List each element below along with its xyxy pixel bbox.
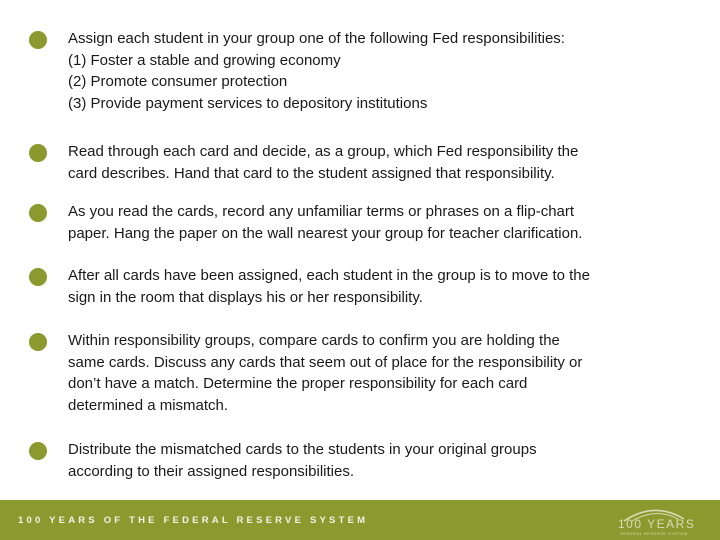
- bullet-icon: [29, 31, 47, 49]
- bullet-icon: [29, 268, 47, 286]
- footer-bar: [0, 500, 720, 540]
- instruction-text: [68, 141, 708, 184]
- centennial-logo: [612, 503, 696, 537]
- instruction-line: paper. Hang the paper on the wall nearest your group for teacher clarification.: [68, 224, 583, 242]
- instruction-text: [68, 265, 708, 308]
- instruction-line: card describes. Hand that card to the student assigned that responsibility.: [68, 164, 555, 182]
- bullet-icon: [29, 442, 47, 460]
- instruction-line: (3) Provide payment services to depository institutions: [68, 94, 428, 112]
- instruction-line: same cards. Discuss any cards that seem out of place for the responsibility or: [68, 353, 583, 371]
- bullet-icon: [29, 333, 47, 351]
- footer-tagline: 100 YEARS OF THE FEDERAL RESERVE SYSTEM: [18, 515, 369, 526]
- instruction-line: (1) Foster a stable and growing economy: [68, 51, 341, 69]
- bullet-icon: [29, 144, 47, 162]
- instruction-line: determined a mismatch.: [68, 396, 229, 414]
- instruction-line: Distribute the mismatched cards to the students in your original groups: [68, 441, 537, 458]
- instruction-line: Assign each student in your group one of the following Fed responsibilities:: [68, 30, 565, 47]
- instruction-line: After all cards have been assigned, each student in the group is to move to the: [68, 267, 590, 284]
- logo-wordmark: 100 YEARS: [618, 517, 696, 531]
- instruction-line: As you read the cards, record any unfamiliar terms or phrases on a flip-chart: [68, 203, 575, 220]
- instruction-line: according to their assigned responsibilities.: [68, 462, 354, 480]
- instruction-text: [68, 201, 708, 244]
- instruction-line: Read through each card and decide, as a group, which Fed responsibility the: [68, 143, 579, 160]
- logo-subtitle: FEDERAL RESERVE SYSTEM: [620, 531, 688, 536]
- instruction-text: [68, 330, 708, 416]
- instruction-text: [68, 28, 708, 114]
- instruction-line: (2) Promote consumer protection: [68, 73, 288, 91]
- instruction-line: don’t have a match. Determine the proper responsibility for each card: [68, 375, 528, 393]
- instruction-line: sign in the room that displays his or her responsibility.: [68, 288, 423, 306]
- bullet-icon: [29, 204, 47, 222]
- instruction-text: [68, 439, 708, 482]
- instruction-line: Within responsibility groups, compare cards to confirm you are holding the: [68, 332, 560, 349]
